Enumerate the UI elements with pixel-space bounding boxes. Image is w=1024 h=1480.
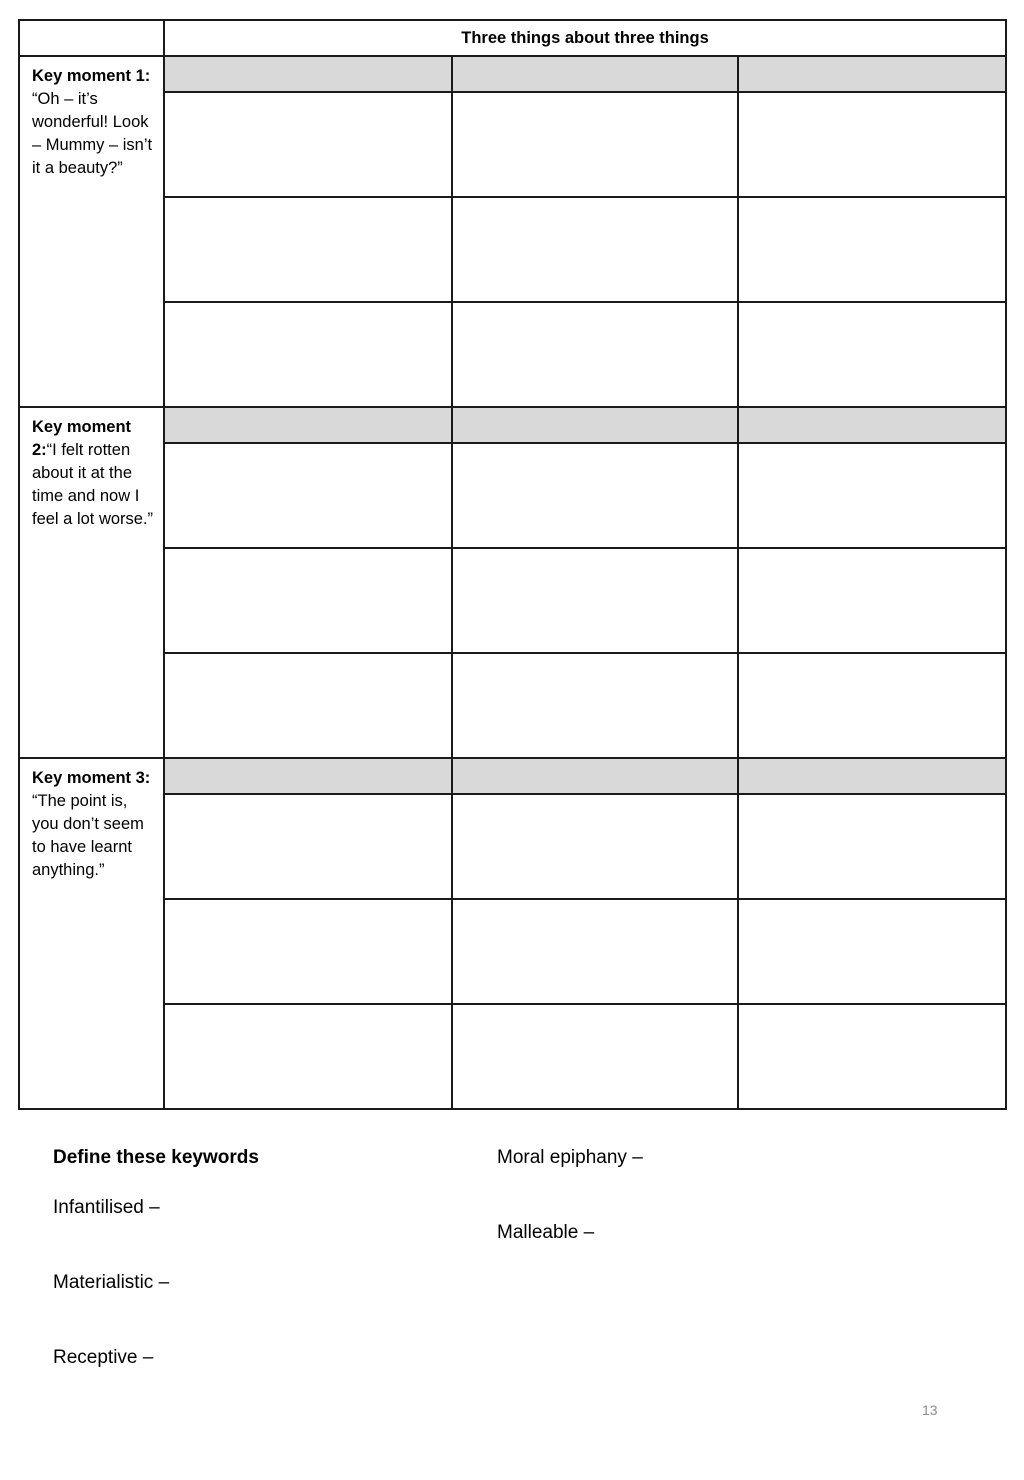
- corner-cell: [19, 20, 164, 56]
- answer-cell[interactable]: [738, 794, 1006, 899]
- answer-cell[interactable]: [738, 443, 1006, 548]
- keyword-moral-epiphany: Moral epiphany –: [497, 1147, 643, 1168]
- table-row: [19, 443, 1006, 548]
- key-moment-3-label: Key moment 3:: [32, 769, 151, 787]
- table-row: [19, 899, 1006, 1004]
- shaded-cell: [738, 407, 1006, 443]
- answer-cell[interactable]: [452, 1004, 738, 1109]
- keyword-receptive: Receptive –: [53, 1347, 154, 1368]
- answer-cell[interactable]: [738, 197, 1006, 302]
- table-row: [19, 302, 1006, 407]
- shaded-cell: [164, 758, 452, 794]
- answer-cell[interactable]: [738, 653, 1006, 758]
- moment-1-shaded-row: [19, 56, 1006, 92]
- answer-cell[interactable]: [452, 443, 738, 548]
- key-moment-2-label: Key moment 2:: [32, 418, 132, 459]
- answer-cell[interactable]: [164, 548, 452, 653]
- shaded-cell: [164, 407, 452, 443]
- keyword-infantilised: Infantilised –: [53, 1197, 160, 1218]
- key-moment-2-quote: “I felt rotten about it at the time and now I feel a lot worse.”: [32, 441, 154, 528]
- answer-cell[interactable]: [452, 794, 738, 899]
- keyword-materialistic: Materialistic –: [53, 1272, 170, 1293]
- keyword-malleable: Malleable –: [497, 1222, 595, 1243]
- answer-cell[interactable]: [164, 794, 452, 899]
- key-moment-1-quote: “Oh – it’s wonderful! Look – Mummy – isn’t it a beauty?”: [32, 90, 153, 177]
- table-title: Three things about three things: [164, 20, 1006, 56]
- shaded-cell: [738, 56, 1006, 92]
- answer-cell[interactable]: [164, 92, 452, 197]
- key-moment-3-quote: “The point is, you don’t seem to have learnt anything.”: [32, 792, 144, 879]
- key-moment-2: [19, 407, 164, 758]
- answer-cell[interactable]: [164, 443, 452, 548]
- answer-cell[interactable]: [452, 653, 738, 758]
- shaded-cell: [452, 407, 738, 443]
- shaded-cell: [452, 56, 738, 92]
- shaded-cell: [452, 758, 738, 794]
- table-row: [19, 794, 1006, 899]
- answer-cell[interactable]: [452, 899, 738, 1004]
- answer-cell[interactable]: [452, 548, 738, 653]
- moment-3-shaded-row: [19, 758, 1006, 794]
- answer-cell[interactable]: [164, 302, 452, 407]
- table-header-row: [19, 20, 1006, 56]
- three-things-table: [18, 19, 1007, 1110]
- shaded-cell: [164, 56, 452, 92]
- answer-cell[interactable]: [164, 197, 452, 302]
- answer-cell[interactable]: [164, 1004, 452, 1109]
- answer-cell[interactable]: [452, 302, 738, 407]
- answer-cell[interactable]: [164, 899, 452, 1004]
- key-moment-3: [19, 758, 164, 1109]
- shaded-cell: [738, 758, 1006, 794]
- table-row: [19, 653, 1006, 758]
- moment-2-shaded-row: [19, 407, 1006, 443]
- worksheet-table-container: [18, 19, 1005, 1111]
- answer-cell[interactable]: [452, 92, 738, 197]
- answer-cell[interactable]: [738, 1004, 1006, 1109]
- key-moment-1: [19, 56, 164, 407]
- page-number: 13: [922, 1402, 938, 1418]
- answer-cell[interactable]: [738, 899, 1006, 1004]
- answer-cell[interactable]: [452, 197, 738, 302]
- keywords-heading: Define these keywords: [53, 1147, 259, 1168]
- answer-cell[interactable]: [164, 653, 452, 758]
- key-moment-1-label: Key moment 1:: [32, 67, 151, 85]
- answer-cell[interactable]: [738, 548, 1006, 653]
- table-row: [19, 92, 1006, 197]
- answer-cell[interactable]: [738, 302, 1006, 407]
- table-row: [19, 197, 1006, 302]
- table-row: [19, 1004, 1006, 1109]
- answer-cell[interactable]: [738, 92, 1006, 197]
- table-row: [19, 548, 1006, 653]
